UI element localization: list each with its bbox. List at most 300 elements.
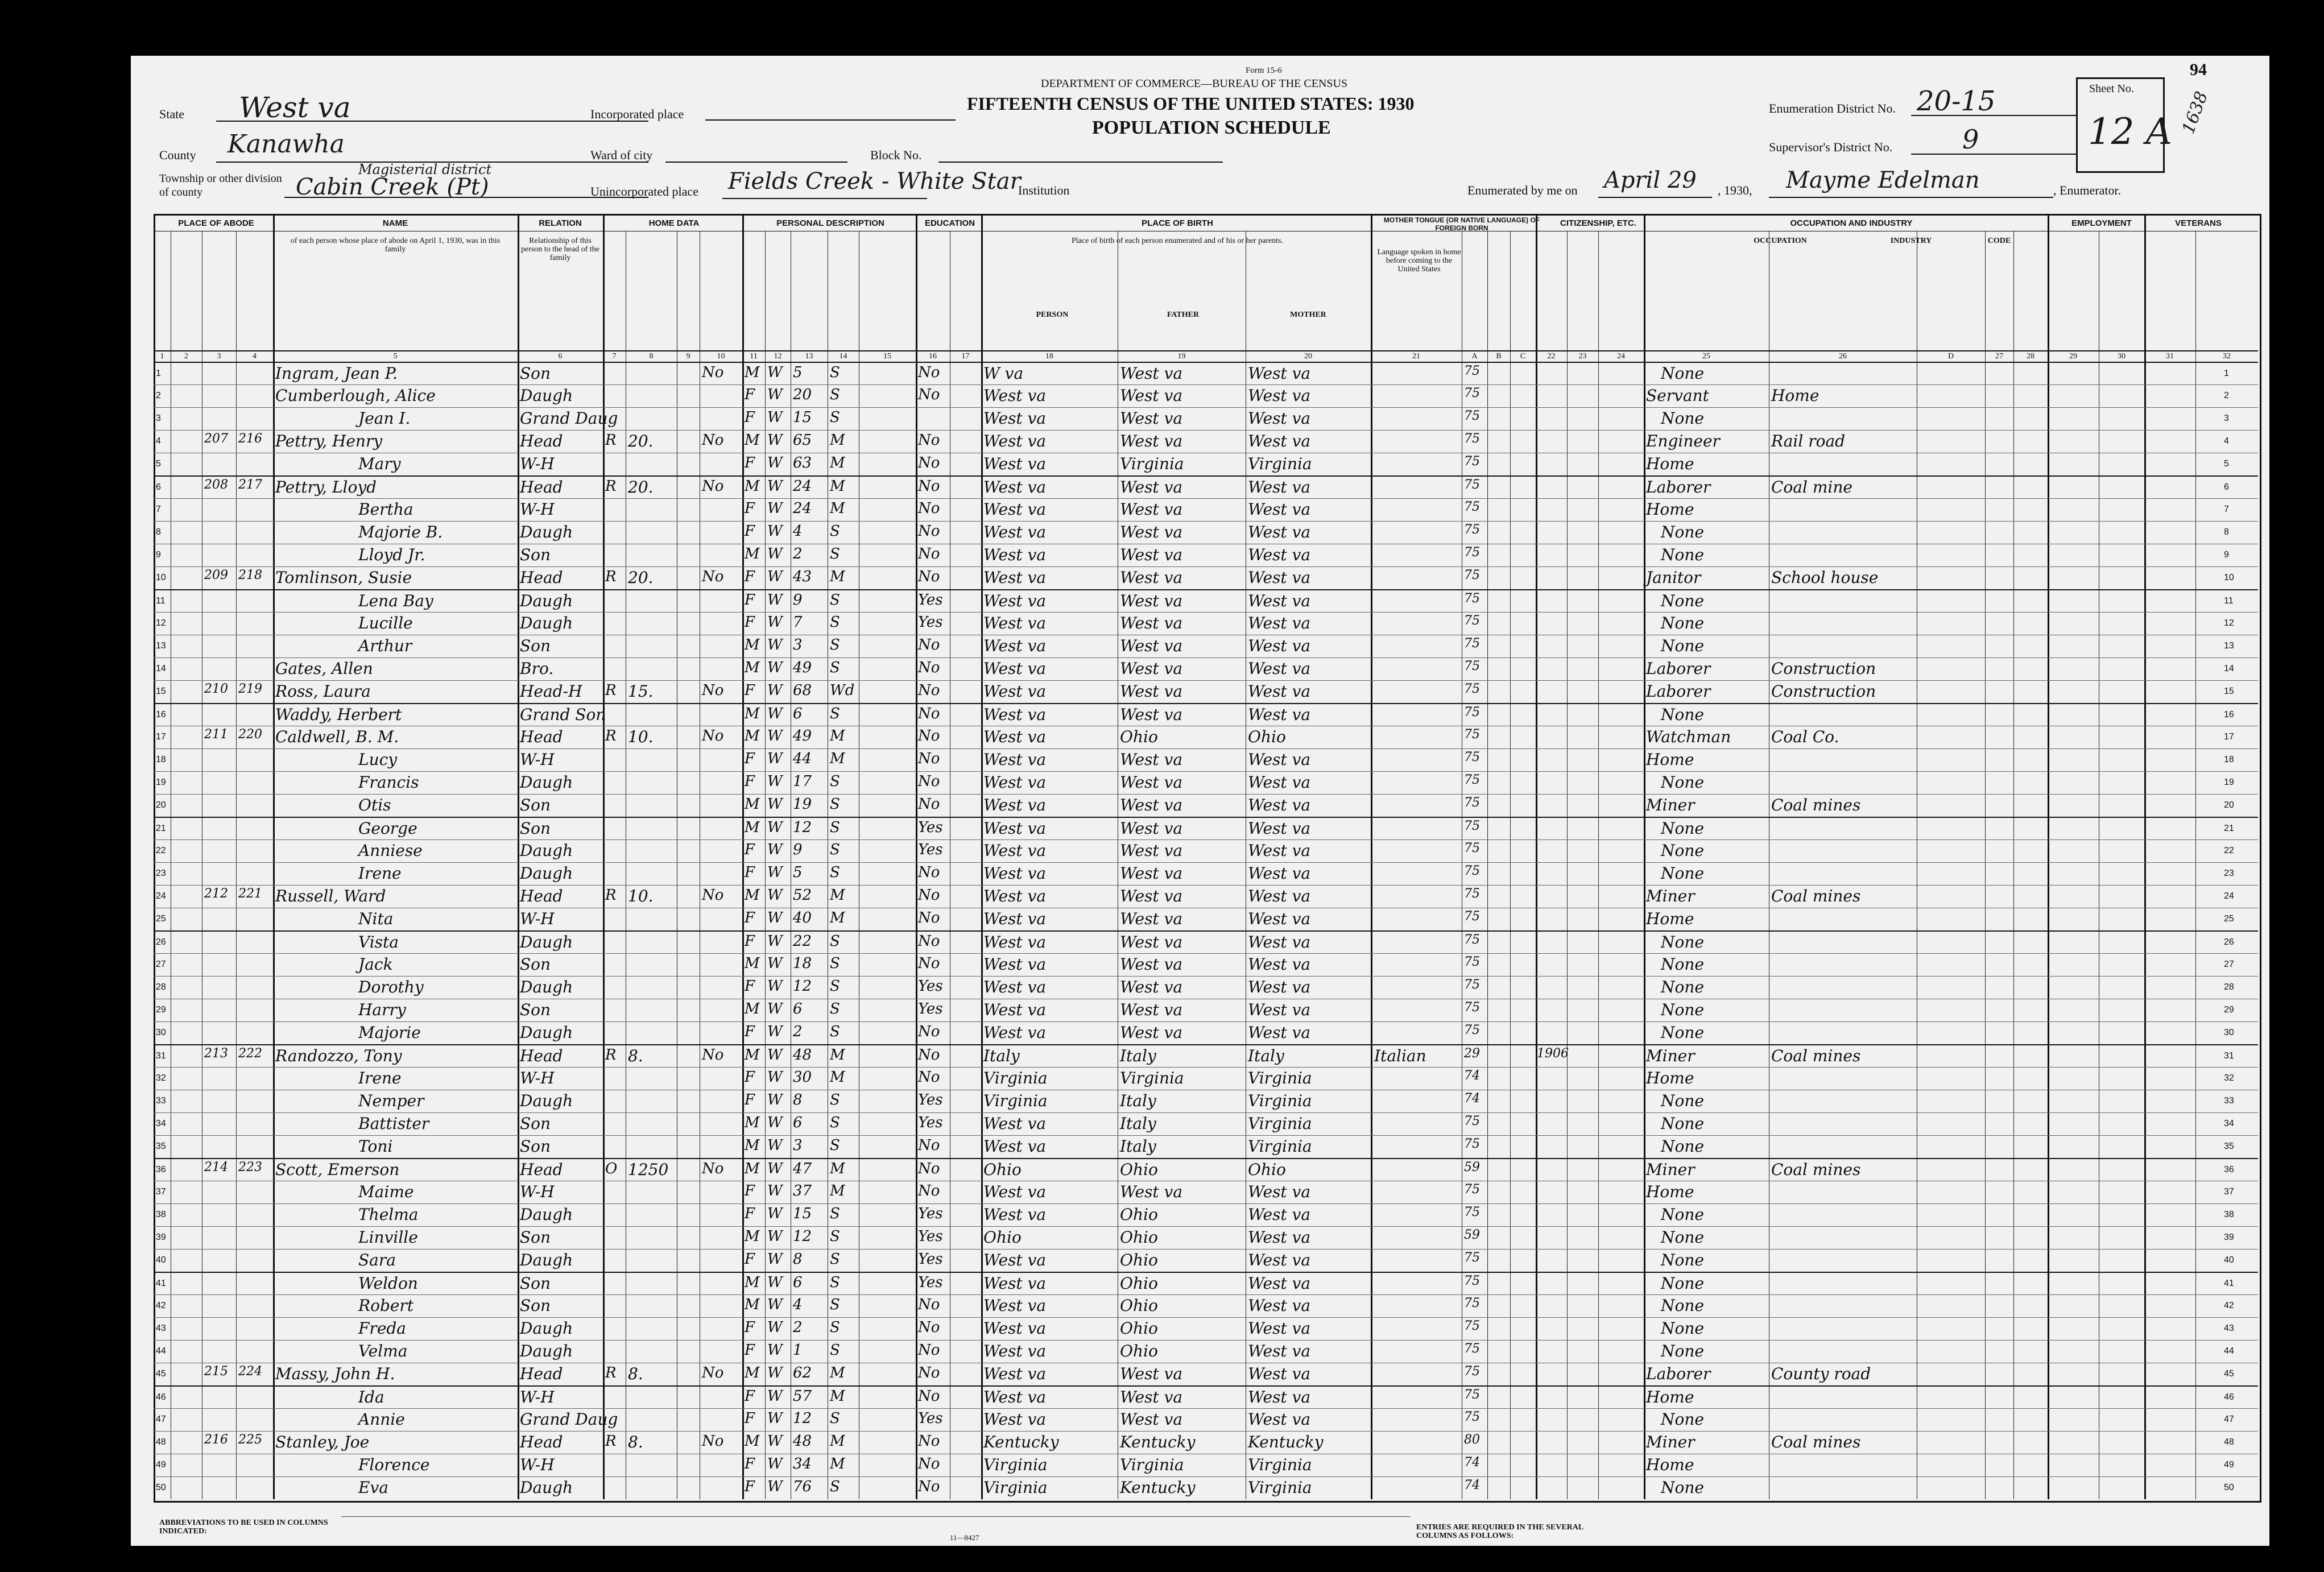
person-header: PERSON [1036, 311, 1069, 319]
cell-sch: No [918, 500, 940, 517]
line-number-right: 44 [2224, 1346, 2234, 1356]
cell-rel: Grand Daug [520, 1410, 618, 1429]
cell-name: Jack [358, 955, 393, 974]
line-number-right: 31 [2224, 1051, 2234, 1061]
column-number: 27 [1995, 352, 2003, 361]
column-number: 10 [717, 352, 725, 361]
line-number: 11 [156, 596, 166, 606]
cell-birth: W va [983, 364, 1024, 383]
cell-birth: West va [983, 1205, 1047, 1224]
cell-mar: S [830, 1342, 840, 1359]
cell-birth: West va [983, 978, 1047, 996]
cell-mar: S [830, 773, 840, 790]
line-number: 12 [156, 618, 166, 628]
cell-mar: S [830, 819, 840, 836]
line-number: 7 [156, 504, 161, 514]
cell-sch: No [918, 955, 940, 972]
cell-age: 9 [793, 841, 803, 858]
cell-race: W [767, 750, 783, 767]
cell-birth: West va [983, 432, 1047, 450]
cell-age: 5 [793, 364, 803, 381]
cell-sex: F [745, 500, 755, 517]
line-number: 4 [156, 436, 161, 446]
cell-name: Otis [358, 796, 391, 814]
line-number-right: 36 [2224, 1165, 2234, 1174]
cell-age: 65 [793, 432, 812, 449]
line-number: 23 [156, 868, 166, 878]
cell-father: Ohio [1120, 1342, 1158, 1360]
cell-code: 29 [1464, 1046, 1480, 1061]
industry-header: INDUSTRY [1890, 237, 1932, 245]
table-row [154, 953, 2258, 977]
table-row [154, 1135, 2258, 1159]
column-number: D [1947, 352, 1954, 361]
cell-ind: County road [1771, 1364, 1871, 1383]
cell-rel: Son [520, 545, 551, 564]
cell-race: W [767, 1364, 783, 1381]
cell-mar: M [830, 1046, 845, 1064]
cell-birth: West va [983, 591, 1047, 610]
cell-mother: West va [1248, 1296, 1311, 1315]
table-row [154, 885, 2258, 908]
cell-race: W [767, 841, 783, 858]
cell-sex: F [745, 409, 755, 426]
cell-mar: S [830, 1410, 840, 1427]
line-number-right: 12 [2224, 618, 2234, 628]
cell-mother: West va [1248, 523, 1311, 541]
cell-occ: Home [1646, 1069, 1694, 1087]
cell-birth: West va [983, 659, 1047, 678]
line-number: 15 [156, 686, 166, 696]
cell-sex: M [745, 727, 760, 744]
cell-mother: West va [1248, 1182, 1311, 1201]
cell-age: 2 [793, 1023, 803, 1040]
cell-sex: F [745, 1182, 755, 1199]
cell-radio: No [702, 568, 724, 585]
cell-ind: Coal Co. [1771, 727, 1839, 746]
cell-race: W [767, 409, 783, 426]
table-row [154, 1385, 2258, 1409]
cell-rel: Daugh [520, 614, 573, 632]
sheet-label: Sheet No. [2089, 82, 2134, 95]
cell-occ: None [1661, 591, 1704, 610]
column-number: 25 [1702, 352, 1710, 361]
line-number: 40 [156, 1255, 166, 1265]
cell-race: W [767, 659, 783, 676]
cell-code: 75 [1464, 1000, 1480, 1015]
cell-sex: M [745, 1046, 760, 1064]
cell-rel: Son [520, 1274, 551, 1293]
table-row [154, 384, 2258, 408]
cell-sch: Yes [918, 819, 943, 836]
cell-rel: Grand Daug [520, 409, 618, 428]
cell-sch: No [918, 1388, 940, 1405]
column-number: 4 [253, 352, 257, 361]
table-row [154, 1021, 2258, 1045]
cell-occ: Home [1646, 1455, 1694, 1474]
cell-rel: Daugh [520, 864, 573, 883]
cell-mother: Ohio [1248, 727, 1286, 746]
cell-mother: Italy [1248, 1046, 1284, 1065]
cell-mother: West va [1248, 1251, 1311, 1269]
cell-rel: W-H [520, 500, 555, 519]
cell-occ: None [1661, 933, 1704, 952]
column-number: 2 [184, 352, 188, 361]
cell-sch: No [918, 1433, 940, 1450]
cell-fam: 222 [238, 1046, 262, 1061]
line-number-right: 29 [2224, 1005, 2234, 1015]
table-row [154, 589, 2258, 613]
cell-birth: West va [983, 1114, 1047, 1133]
cell-mother: West va [1248, 955, 1311, 974]
cell-rel: Daugh [520, 1205, 573, 1224]
county-label: County [159, 148, 196, 162]
cell-occ: None [1661, 523, 1704, 541]
cell-rel: W-H [520, 1388, 555, 1406]
cell-sch: No [918, 568, 940, 585]
supervisor-label: Supervisor's District No. [1769, 140, 1893, 154]
cell-sch: No [918, 432, 940, 449]
cell-sex: F [745, 841, 755, 858]
column-number: 14 [839, 352, 847, 361]
table-row [154, 726, 2258, 749]
cell-race: W [767, 887, 783, 904]
cell-name: Bertha [358, 500, 413, 519]
cell-own: R [605, 432, 617, 449]
cell-father: West va [1120, 1410, 1183, 1429]
cell-mar: M [830, 1388, 845, 1405]
cell-father: Virginia [1120, 1069, 1184, 1087]
line-number-right: 30 [2224, 1028, 2234, 1037]
cell-code: 75 [1464, 659, 1480, 673]
cell-race: W [767, 1388, 783, 1405]
cell-father: West va [1120, 705, 1183, 724]
line-number: 26 [156, 937, 166, 947]
cell-name: Cumberlough, Alice [275, 386, 436, 405]
cell-sch: No [918, 1319, 940, 1336]
cell-ind: Coal mines [1771, 1433, 1861, 1451]
cell-name: Pettry, Lloyd [275, 478, 377, 497]
cell-occ: None [1661, 1228, 1704, 1247]
cell-sex: M [745, 636, 760, 653]
cell-father: West va [1120, 955, 1183, 974]
cell-code: 75 [1464, 1319, 1480, 1333]
group-relation: RELATION [539, 218, 582, 228]
cell-radio: No [702, 727, 724, 744]
cell-father: West va [1120, 819, 1183, 838]
line-number: 14 [156, 664, 166, 673]
cell-fam: 223 [238, 1160, 262, 1174]
cell-sch: No [918, 1137, 940, 1154]
line-number: 45 [156, 1369, 166, 1379]
table-row [154, 1181, 2258, 1204]
cell-birth: West va [983, 454, 1047, 473]
cell-sex: F [745, 1478, 755, 1495]
cell-birth: Kentucky [983, 1433, 1059, 1451]
cell-name: Lloyd Jr. [358, 545, 425, 564]
line-number: 30 [156, 1028, 166, 1037]
cell-age: 3 [793, 1137, 803, 1154]
line-number: 42 [156, 1301, 166, 1310]
cell-birth: West va [983, 409, 1047, 428]
cell-code: 75 [1464, 682, 1480, 696]
township-label: Township or other division of county [159, 172, 282, 198]
column-number: 28 [2027, 352, 2034, 361]
cell-code: 75 [1464, 614, 1480, 628]
cell-own: R [605, 478, 617, 495]
cell-mother: West va [1248, 933, 1311, 952]
cell-father: West va [1120, 1388, 1183, 1406]
cell-age: 18 [793, 955, 812, 972]
cell-mar: M [830, 727, 845, 744]
column-number: 6 [558, 352, 563, 361]
cell-sch: No [918, 523, 940, 540]
line-number-right: 28 [2224, 982, 2234, 992]
column-number: 32 [2223, 352, 2231, 361]
cell-rel: Son [520, 1000, 551, 1019]
cell-occ: Janitor [1646, 568, 1701, 587]
cell-father: Ohio [1120, 1274, 1158, 1293]
cell-name: Florence [358, 1455, 430, 1474]
cell-sex: F [745, 1319, 755, 1336]
cell-age: 19 [793, 796, 812, 813]
cell-mar: S [830, 636, 840, 653]
line-number: 24 [156, 891, 166, 901]
cell-ind: Rail road [1771, 432, 1846, 450]
cell-race: W [767, 955, 783, 972]
table-row [154, 908, 2258, 931]
cell-sch: No [918, 1069, 940, 1086]
cell-name: Mary [358, 454, 401, 473]
cell-code: 59 [1464, 1228, 1480, 1242]
cell-age: 76 [793, 1478, 812, 1495]
cell-code: 75 [1464, 591, 1480, 606]
cell-father: Virginia [1120, 454, 1184, 473]
cell-race: W [767, 1455, 783, 1472]
cell-race: W [767, 682, 783, 699]
line-number: 46 [156, 1392, 166, 1402]
cell-rel: Daugh [520, 1251, 573, 1269]
cell-mother: Ohio [1248, 1160, 1286, 1179]
table-row [154, 930, 2258, 954]
cell-mother: West va [1248, 478, 1311, 497]
cell-age: 2 [793, 1319, 803, 1336]
cell-mar: S [830, 1091, 840, 1108]
cell-race: W [767, 1410, 783, 1427]
cell-mar: M [830, 1455, 845, 1472]
cell-birth: West va [983, 500, 1047, 519]
enumerator-label: , Enumerator. [2053, 183, 2122, 197]
cell-mother: West va [1248, 978, 1311, 996]
column-number: 19 [1177, 352, 1186, 361]
cell-race: W [767, 1091, 783, 1108]
cell-birth: West va [983, 1319, 1047, 1338]
cell-sex: M [745, 478, 760, 495]
line-number-right: 39 [2224, 1232, 2234, 1242]
cell-age: 52 [793, 887, 812, 904]
cell-code: 75 [1464, 1388, 1480, 1402]
line-number-right: 11 [2224, 596, 2234, 606]
cell-age: 68 [793, 682, 812, 699]
cell-ind: Coal mines [1771, 796, 1861, 814]
cell-birth: West va [983, 1388, 1047, 1406]
cell-father: West va [1120, 432, 1183, 450]
line-number: 10 [156, 573, 166, 582]
cell-mar: S [830, 796, 840, 813]
cell-code: 59 [1464, 1160, 1480, 1174]
column-number: 17 [961, 352, 970, 361]
cell-mother: West va [1248, 864, 1311, 883]
cell-mother: Virginia [1248, 1478, 1312, 1497]
cell-name: Massy, John H. [275, 1364, 395, 1383]
cell-code: 75 [1464, 1410, 1480, 1424]
line-number-right: 20 [2224, 800, 2234, 810]
cell-dw: 207 [204, 432, 228, 446]
cell-father: West va [1120, 568, 1183, 587]
cell-rel: Daugh [520, 841, 573, 860]
cell-sex: M [745, 1433, 760, 1450]
cell-name: Vista [358, 933, 399, 952]
cell-mar: S [830, 614, 840, 631]
cell-age: 37 [793, 1182, 812, 1199]
cell-birth: Italy [983, 1046, 1020, 1065]
cell-age: 6 [793, 705, 803, 722]
cell-birth: West va [983, 1342, 1047, 1360]
cell-name: Battister [358, 1114, 429, 1133]
cell-race: W [767, 1296, 783, 1313]
cell-rel: Head [520, 1364, 563, 1383]
cell-mar: S [830, 1137, 840, 1154]
cell-code: 80 [1464, 1433, 1480, 1447]
cell-mar: S [830, 864, 840, 881]
cell-occ: None [1661, 1296, 1704, 1315]
cell-val: 8. [628, 1433, 643, 1451]
township-note: Magisterial district [358, 162, 492, 177]
cell-father: West va [1120, 1000, 1183, 1019]
cell-father: West va [1120, 659, 1183, 678]
line-number: 19 [156, 777, 166, 787]
cell-mar: S [830, 1228, 840, 1245]
cell-code: 75 [1464, 773, 1480, 787]
enum-district-value: 20-15 [1917, 85, 1996, 117]
census-year: , 1930, [1718, 183, 1752, 197]
cell-name: Gates, Allen [275, 659, 373, 678]
table-row [154, 521, 2258, 544]
cell-age: 8 [793, 1091, 803, 1108]
cell-sch: Yes [918, 1228, 943, 1245]
cell-sch: Yes [918, 1274, 943, 1291]
cell-sch: No [918, 1182, 940, 1199]
cell-rel: W-H [520, 1455, 555, 1474]
cell-rel: Son [520, 1296, 551, 1315]
cell-name: Weldon [358, 1274, 418, 1293]
cell-age: 48 [793, 1046, 812, 1064]
cell-birth: West va [983, 773, 1047, 792]
mother-header: MOTHER [1290, 311, 1326, 319]
cell-sch: No [918, 659, 940, 676]
cell-mother: West va [1248, 705, 1311, 724]
table-row [154, 1476, 2258, 1500]
cell-mar: M [830, 454, 845, 471]
cell-birth: West va [983, 614, 1047, 632]
cell-fam: 216 [238, 432, 262, 446]
line-number: 27 [156, 959, 166, 969]
cell-mar: S [830, 1114, 840, 1131]
cell-age: 5 [793, 864, 803, 881]
cell-code: 75 [1464, 1342, 1480, 1356]
cell-rel: W-H [520, 750, 555, 769]
cell-code: 75 [1464, 364, 1480, 378]
code-header: CODE [1987, 237, 2011, 245]
cell-father: West va [1120, 909, 1183, 928]
cell-code: 75 [1464, 1182, 1480, 1197]
cell-race: W [767, 500, 783, 517]
block-label: Block No. [870, 148, 922, 162]
cell-rel: Daugh [520, 386, 573, 405]
cell-father: West va [1120, 636, 1183, 655]
cell-occ: None [1661, 1478, 1704, 1497]
cell-birth: Virginia [983, 1091, 1048, 1110]
cell-occ: None [1661, 864, 1704, 883]
cell-rel: W-H [520, 909, 555, 928]
cell-mother: West va [1248, 1319, 1311, 1338]
cell-code: 75 [1464, 636, 1480, 651]
cell-sex: F [745, 1091, 755, 1108]
cell-father: Italy [1120, 1114, 1156, 1133]
cell-code: 75 [1464, 454, 1480, 469]
line-number-right: 17 [2224, 732, 2234, 742]
cell-sch: No [918, 1023, 940, 1040]
cell-father: West va [1120, 750, 1183, 769]
cell-dw: 212 [204, 887, 228, 901]
cell-immigration-year: 1906 [1537, 1046, 1569, 1061]
cell-sch: No [918, 454, 940, 471]
cell-sex: F [745, 1342, 755, 1359]
line-number-right: 7 [2224, 504, 2229, 514]
cell-occ: Miner [1646, 796, 1695, 814]
cell-occ: None [1661, 1274, 1704, 1293]
cell-mar: M [830, 478, 845, 495]
cell-age: 15 [793, 1205, 812, 1222]
cell-sch: Yes [918, 591, 943, 609]
cell-father: Italy [1120, 1137, 1156, 1156]
line-number-right: 26 [2224, 937, 2234, 947]
column-number: 21 [1412, 352, 1420, 361]
cell-sex: F [745, 1455, 755, 1472]
line-number-right: 22 [2224, 846, 2234, 855]
line-number: 43 [156, 1323, 166, 1333]
cell-rel: Daugh [520, 1319, 573, 1338]
line-number: 25 [156, 914, 166, 924]
cell-race: W [767, 636, 783, 653]
cell-mother: Virginia [1248, 1069, 1312, 1087]
cell-name: Maime [358, 1182, 414, 1201]
line-number: 31 [156, 1051, 166, 1061]
line-number: 50 [156, 1483, 166, 1492]
cell-birth: West va [983, 1274, 1047, 1293]
cell-occ: Home [1646, 1388, 1694, 1406]
cell-rel: Bro. [520, 659, 554, 678]
column-number: 24 [1617, 352, 1625, 361]
cell-dw: 211 [204, 727, 228, 742]
cell-father: West va [1120, 614, 1183, 632]
cell-mar: S [830, 1478, 840, 1495]
cell-mother: West va [1248, 887, 1311, 905]
cell-sex: M [745, 1114, 760, 1131]
cell-birth: West va [983, 386, 1047, 405]
column-number: 11 [750, 352, 758, 361]
cell-sex: F [745, 591, 755, 609]
